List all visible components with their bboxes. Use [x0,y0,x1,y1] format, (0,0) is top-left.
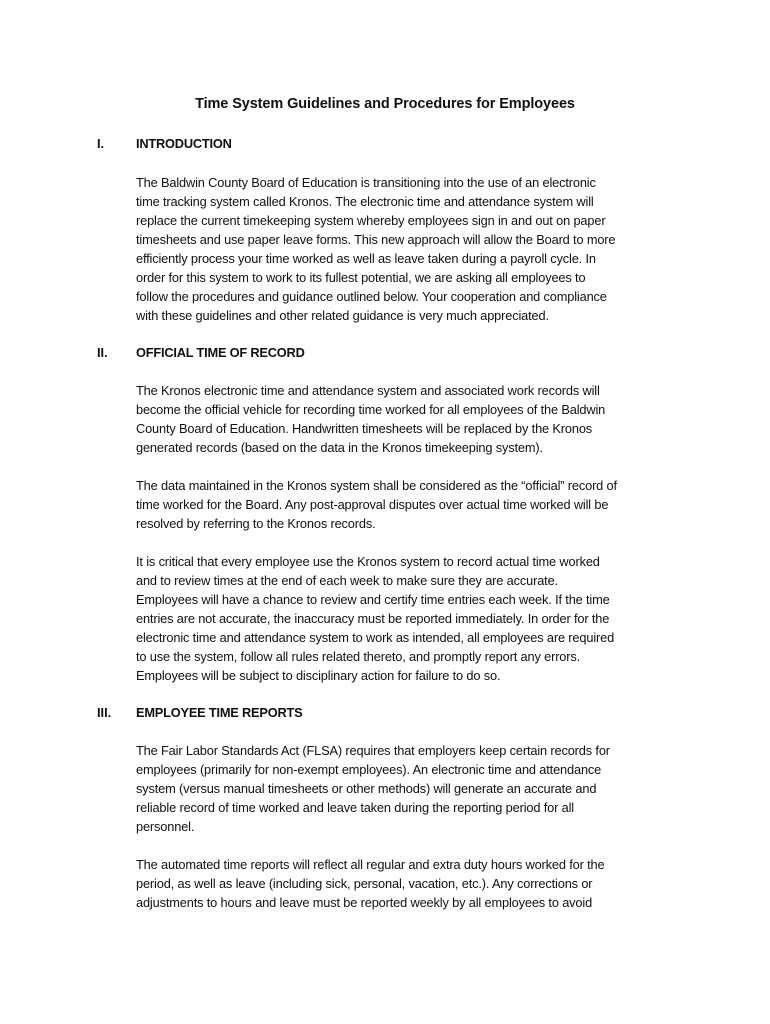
paragraph: The Fair Labor Standards Act (FLSA) requires that employers keep certain records for employees (primarily for non-exempt employees). An electronic time and attendance system (versus manual timesheets or other methods) will generate an accurate and reliable record of time worked and leave taken during the reporting period for all personnel. [136,743,610,834]
document-title: Time System Guidelines and Procedures for Employees [195,96,575,112]
section-title: EMPLOYEE TIME REPORTS [136,705,303,720]
paragraph: The Baldwin County Board of Education is transitioning into the use of an electronic time tracking system called Kronos. The electronic time and attendance system will replace the current timekeeping system whereby employees sign in and out on paper timesheets and use paper leave forms. This new approach will allow the Board to more efficiently process your time worked as well as leave taken during a payroll cycle. In order for this system to work to its fullest potential, we are asking all employees to follow the procedures and guidance outlined below. Your cooperation and compliance with these guidelines and other related guidance is very much appreciated. [136,175,616,323]
section-title: INTRODUCTION [136,136,232,151]
section-heading-official-time-of-record [0,343,770,363]
paragraph: The data maintained in the Kronos system shall be considered as the “official” record of time worked for the Board. Any post-approval disputes over actual time worked will be resolved by referring to the Kronos records. [136,478,617,531]
section-numeral: III. [97,705,112,720]
section-numeral: I. [97,136,105,151]
section-heading-employee-time-reports [0,703,770,723]
paragraph: The Kronos electronic time and attendance system and associated work records will become the official vehicle for recording time worked for all employees of the Baldwin County Board of Education. Handwritten timesheets will be replaced by the Kronos generated records (based on the data in the Kronos timekeeping system). [136,383,606,455]
paragraph: The automated time reports will reflect all regular and extra duty hours worked for the period, as well as leave (including sick, personal, vacation, etc.). Any corrections or adjustments to hours and leave must be reported weekly by all employees to avoid [136,857,605,910]
section-numeral: II. [97,345,108,360]
section-heading-introduction [0,134,770,154]
section-title: OFFICIAL TIME OF RECORD [136,345,305,360]
paragraph: It is critical that every employee use the Kronos system to record actual time worked and to review times at the end of each week to make sure they are accurate. Employees will have a chance to review and certify time entries each week. If the time entries are not accurate, the inaccuracy must be reported immediately. In order for the electronic time and attendance system to work as intended, all employees are required to use the system, follow all rules related thereto, and promptly report any errors. Employees will be subject to disciplinary action for failure to do so. [136,554,615,683]
